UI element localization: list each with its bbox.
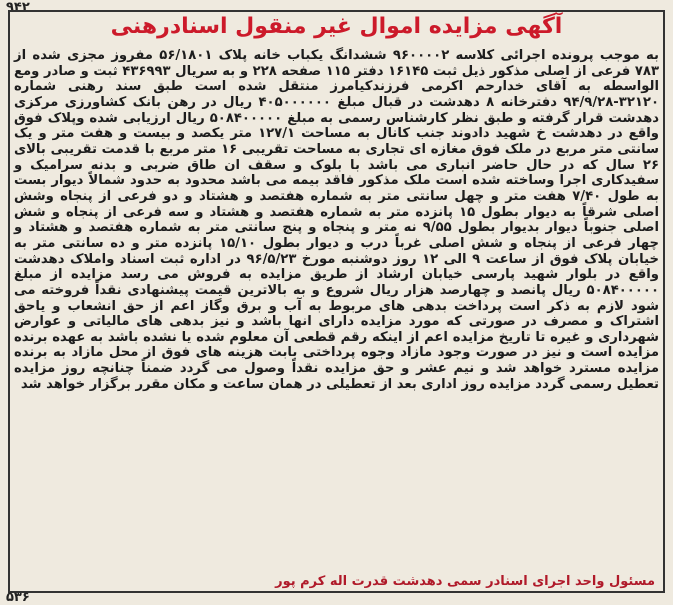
page-number-bottom: ۵۳۶ [6,590,30,605]
page-number-top: ۹۴۲ [6,0,30,15]
notice-title: آگهی مزایده اموال غیر منقول اسنادرهنی [110,14,563,39]
notice-signature: مسئول واحد اجرای اسنادر سمی دهدشت قدرت اله کرم پور [275,574,655,589]
notice-body: به موجب پرونده اجرائی کلاسه ۹۶۰۰۰۰۲ ششدانگ یکباب خانه پلاک ۵۶/۱۸۰۱ مفروز مجزی شده از ۷۸۳ فرعی از اصلی مذکور ذیل ثبت ۱۶۱۴۵ دفتر ۱۱۵ صفحه ۲۲۸ و به سریال ۴۳۶۹۹۳ ثبت و صادر ومع الواسطه به آقای خدارحم اکرمی فرزندکیامرز منتقل شده است طبق سند رهنی شماره ۳۲۱۲۰-۹۴/۹/۲۸ دفترخانه ۸ دهدشت در قبال مبلغ ۴۰۵۰۰۰۰۰۰ ریال در رهن بانک کشاورزی مرکزی دهدشت قرار گرفته و طبق نظر کارشناس رسمی به مبلغ ۵۰۸۴۰۰۰۰۰ ریال ارزیابی شده وپلاک فوق واقع در دهدشت خ شهید دادوند جنب کانال به مساحت ۱۲۷/۱ متر یکصد و بیست و هفت متر و یک سانتی متر مربع در ملک فوق مغازه ای تجاری به مساحت تقریبی ۱۶ متر مربع با قدمت تقریبی بالای ۲۶ سال که در حال حاضر انباری می باشد با بلوک و سقف ان طاق ضربی و بدنه سرامیک و سفیدکاری اجرا وساخته شده است ملک مذکور فاقد بیمه می باشد محدود به حدود شمالاً دیوار بست به طول ۷/۴۰ هفت متر و چهل سانتی متر به شماره هفتصد و هشتاد و دو فرعی از پنجاه وشش اصلی شرقاً به دیوار بطول ۱۵ پانزده متر به شماره هفتصد و هشتاد و سه فرعی از پنجاه و شش اصلی جنوباً دیوار بدیوار بطول ۹/۵۵ نه متر و پنجاه و پنج سانتی متر به شماره هفتصد و هشتاد و چهار فرعی از پنجاه و شش اصلی غرباً درب و دیوار بطول ۱۵/۱۰ پانزده متر و ده سانتی متر به خیابان پلاک فوق از ساعت ۹ الی ۱۲ روز دوشنبه مورخ ۹۶/۵/۲۳ در اداره ثبت اسناد واملاک دهدشت واقع در بلوار شهید پارسی خیابان ارشاد از طریق مزایده به فروش می رسد مزایده از مبلغ ۵۰۸۴۰۰۰۰۰ ریال پانصد و چهارصد هزار ریال شروع و به بالاترین قیمت پیشنهادی نقداً فروخته می شود لازم به ذکر است پرداخت بدهی های مربوط به آب و برق وگاز اعم از حق انشعاب و یاحق اشتراک و مصرف در صورتی که مورد مزایده دارای انها باشد و نیز بدهی های مالیاتی و عوارض شهرداری و غیره تا تاریخ مزایده اعم از اینکه رقم قطعی آن معلوم شده یا نشده باشد به عهده برنده مزایده است و نیز در صورت وجود مازاد وجوه پرداختی بابت هزینه های فوق از محل مازاد به برنده مزایده مسترد خواهد شد و نیم عشر و حق مزایده نقداً وصول می گردد ضمناً چنانچه روز مزایده تعطیل رسمی گردد مزایده روز اداری بعد از تعطیلی در همان ساعت و مکان مقرر برگزار خواهد شد [14,48,660,392]
